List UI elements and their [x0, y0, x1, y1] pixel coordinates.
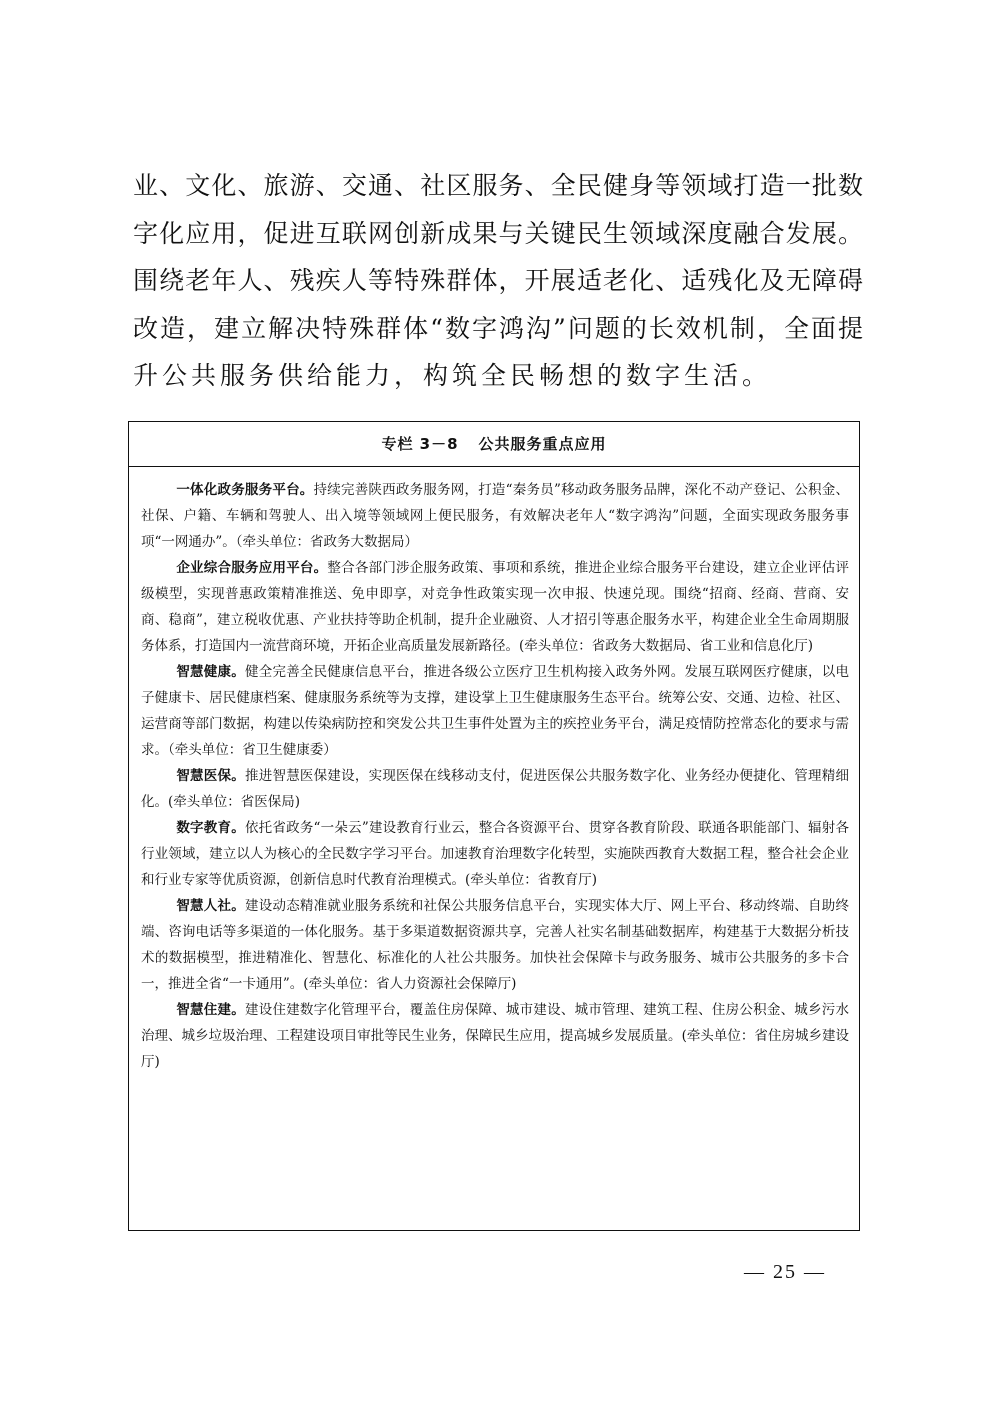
box-item [141, 815, 849, 893]
box-item-heading: 数字教育。 [176, 820, 245, 836]
box-item-heading: 智慧住建。 [176, 1002, 245, 1018]
intro-line: 业、文化、旅游、交通、社区服务、全民健身等领域打造一批数 [133, 171, 863, 200]
box-item-heading: 一体化政务服务平台。 [176, 482, 314, 498]
intro-line: 升公共服务供给能力，构筑全民畅想的数字生活。 [133, 361, 772, 390]
intro-line: 改造，建立解决特殊群体“数字鸿沟”问题的长效机制，全面提 [133, 313, 863, 343]
box-item [141, 477, 849, 555]
box-item-text: 健全完善全民健康信息平台，推进各级公立医疗卫生机构接入政务外网。发展互联网医疗健康，以电子健康卡、居民健康档案、健康服务系统等为支撑，建设掌上卫生健康服务生态平台。统筹公安、交通、边检、社区、运营商等部门数据，构建以传染病防控和突发公共卫生事件处置为主的疾控业务平台，满足疫情防控常态化的要求与需求。（牵头单位：省卫生健康委） [141, 664, 850, 758]
box-title [129, 422, 859, 467]
box-body [129, 467, 859, 1075]
intro-paragraph [133, 162, 863, 400]
page-number: — 25 — [744, 1261, 826, 1283]
box-item [141, 555, 849, 659]
box-item-text: 整合各部门涉企服务政策、事项和系统，推进企业综合服务平台建设，建立企业评估评级模型，实现普惠政策精准推送、免申即享，对竞争性政策实现一次申报、快速兑现。围绕“招商、经商、营商、安商、稳商”，建立税收优惠、产业扶持等助企机制，提升企业融资、人才招引等惠企服务水平，构建企业全生命周期服务体系，打造国内一流营商环境，开拓企业高质量发展新路径。(牵头单位：省政务大数据局、省工业和信息化厅) [141, 560, 850, 654]
feature-box [128, 421, 860, 1231]
intro-line: 字化应用，促进互联网创新成果与关键民生领域深度融合发展。 [133, 218, 863, 248]
box-item-heading: 智慧人社。 [176, 898, 245, 914]
box-item [141, 893, 849, 997]
intro-line: 围绕老年人、残疾人等特殊群体，开展适老化、适残化及无障碍 [133, 266, 863, 295]
box-item-text: 持续完善陕西政务服务网，打造“秦务员”移动政务服务品牌，深化不动产登记、公积金、社保、户籍、车辆和驾驶人、出入境等领域网上便民服务，有效解决老年人“数字鸿沟”问题，全面实现政务服务事项“一网通办”。（牵头单位：省政务大数据局） [141, 482, 850, 550]
box-item [141, 659, 849, 763]
box-item-text: 建设动态精准就业服务系统和社保公共服务信息平台，实现实体大厅、网上平台、移动终端、自助终端、咨询电话等多渠道的一体化服务。基于多渠道数据资源共享，完善人社实名制基础数据库，构建基于大数据分析技术的数据模型，推进精准化、智慧化、标准化的人社公共服务。加快社会保障卡与政务服务、城市公共服务的多卡合一，推进全省“一卡通用”。(牵头单位：省人力资源社会保障厅) [141, 898, 850, 992]
box-item [141, 763, 849, 815]
box-item-text: 建设住建数字化管理平台，覆盖住房保障、城市建设、城市管理、建筑工程、住房公积金、城乡污水治理、城乡垃圾治理、工程建设项目审批等民生业务，保障民生应用，提高城乡发展质量。(牵头单位：省住房城乡建设厅) [141, 1002, 850, 1070]
box-item-heading: 企业综合服务应用平台。 [176, 560, 328, 576]
box-title-text: 公共服务重点应用 [478, 435, 607, 453]
box-title-number: 专栏 3－8 [381, 435, 459, 453]
box-item-heading: 智慧健康。 [176, 664, 245, 680]
box-item-heading: 智慧医保。 [176, 768, 245, 784]
box-item [141, 997, 849, 1075]
box-item-text: 依托省政务“一朵云”建设教育行业云，整合各资源平台、贯穿各教育阶段、联通各职能部门、辐射各行业领域，建立以人为核心的全民数字学习平台。加速教育治理数字化转型，实施陕西教育大数据工程，整合社会企业和行业专家等优质资源，创新信息时代教育治理模式。(牵头单位：省教育厅) [141, 820, 850, 888]
box-item-text: 推进智慧医保建设，实现医保在线移动支付，促进医保公共服务数字化、业务经办便捷化、管理精细化。(牵头单位：省医保局) [141, 768, 850, 810]
